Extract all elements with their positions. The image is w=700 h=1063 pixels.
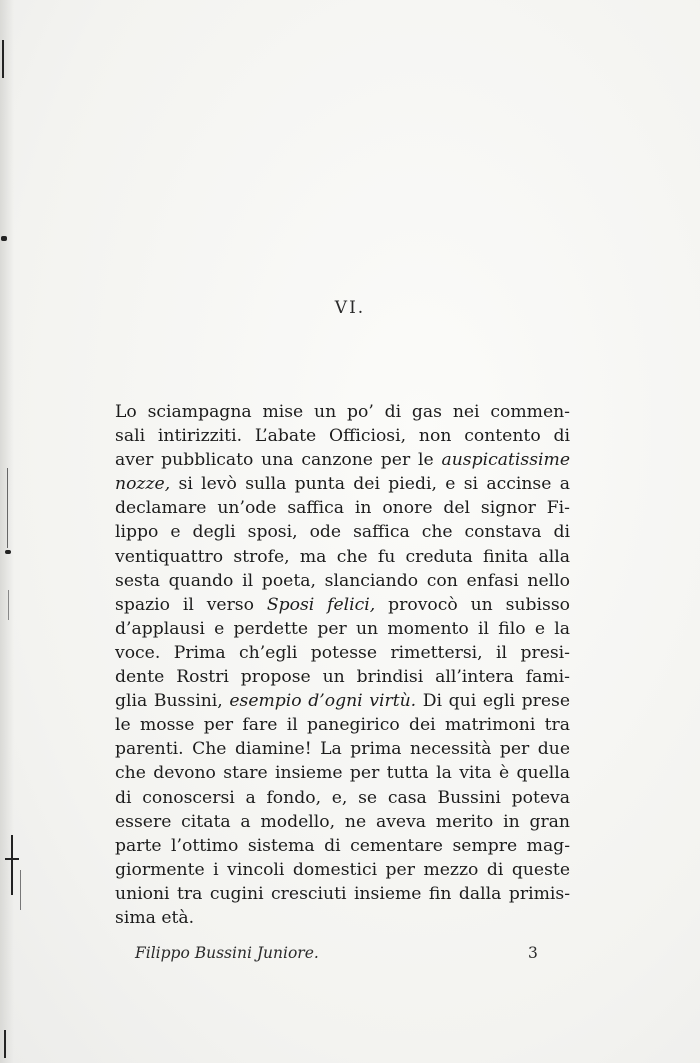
scan-mark bbox=[5, 550, 11, 554]
footer-book-title: Filippo Bussini Juniore. bbox=[135, 944, 319, 962]
text-line bbox=[115, 569, 570, 593]
text-segment: Di qui egli prese bbox=[416, 691, 570, 712]
text-segment: le mosse per fare il panegirico dei matrimoni tra bbox=[115, 715, 570, 736]
text-segment: glia Bussini, bbox=[115, 691, 230, 712]
text-segment: giormente i vincoli domestici per mezzo di queste bbox=[115, 859, 570, 880]
italic-text: auspicatissime bbox=[441, 450, 570, 471]
text-segment: lippo e degli sposi, ode saffica che constava di bbox=[115, 522, 570, 543]
text-segment: d’applausi e perdette per un momento il filo e la bbox=[115, 618, 570, 639]
scan-mark bbox=[4, 1030, 6, 1058]
text-segment: sesta quando il poeta, slanciando con enfasi nello bbox=[115, 570, 570, 591]
chapter-heading: VI. bbox=[334, 298, 366, 318]
text-line bbox=[115, 834, 570, 858]
text-line bbox=[115, 786, 570, 810]
text-segment: declamare un’ode saffica in onore del signor Fi- bbox=[115, 498, 570, 519]
text-line bbox=[115, 545, 570, 569]
text-line bbox=[115, 665, 570, 689]
scan-mark bbox=[20, 870, 21, 910]
scan-mark bbox=[8, 590, 9, 620]
text-segment: dente Rostri propose un brindisi all’intera fami- bbox=[115, 667, 570, 688]
text-segment: sali intirizziti. L’abate Officiosi, non contento di bbox=[115, 426, 570, 447]
text-line bbox=[115, 617, 570, 641]
scan-mark bbox=[2, 40, 4, 78]
text-line bbox=[115, 424, 570, 448]
text-segment: aver pubblicato una canzone per le bbox=[115, 450, 442, 471]
text-segment: parenti. Che diamine! La prima necessità per due bbox=[115, 739, 570, 760]
scan-mark bbox=[1, 236, 7, 241]
text-segment: che devono stare insieme per tutta la vita è quella bbox=[115, 763, 570, 784]
footer-signature-mark: 3 bbox=[528, 944, 538, 962]
text-line bbox=[115, 689, 570, 713]
text-line bbox=[115, 858, 570, 882]
text-line bbox=[115, 593, 570, 617]
text-line bbox=[115, 641, 570, 665]
text-line bbox=[115, 810, 570, 834]
italic-text: esempio d’ogni virtù. bbox=[229, 691, 417, 712]
text-line bbox=[115, 713, 570, 737]
text-line bbox=[115, 761, 570, 785]
text-segment: sima età. bbox=[115, 907, 195, 928]
text-segment: ventiquattro strofe, ma che fu creduta finita alla bbox=[115, 546, 570, 567]
scan-mark bbox=[5, 858, 19, 860]
text-segment: Lo sciampagna mise un po’ di gas nei commen- bbox=[115, 402, 570, 422]
text-segment: di conoscersi a fondo, e, se casa Bussini poteva bbox=[115, 787, 570, 808]
text-segment: essere citata a modello, ne aveva merito in gran bbox=[115, 811, 570, 832]
text-line bbox=[115, 520, 570, 544]
text-line bbox=[115, 906, 570, 930]
italic-text: nozze, bbox=[115, 474, 171, 495]
text-line bbox=[115, 472, 570, 496]
body-paragraph bbox=[115, 400, 570, 930]
text-segment: voce. Prima ch’egli potesse rimettersi, il presi- bbox=[115, 642, 570, 663]
text-line bbox=[115, 737, 570, 761]
italic-text: Sposi felici, bbox=[266, 594, 376, 615]
text-line bbox=[115, 496, 570, 520]
text-segment: spazio il verso bbox=[115, 594, 267, 615]
text-segment: parte l’ottimo sistema di cementare sempre mag- bbox=[115, 835, 570, 856]
text-segment: si levò sulla punta dei piedi, e si accinse a bbox=[170, 474, 570, 495]
text-segment: unioni tra cugini cresciuti insieme fin dalla primis- bbox=[115, 883, 570, 904]
scan-mark bbox=[7, 468, 8, 548]
text-segment: provocò un subisso bbox=[375, 594, 570, 615]
text-line bbox=[115, 400, 570, 424]
scan-mark bbox=[11, 835, 13, 895]
text-line bbox=[115, 882, 570, 906]
text-line bbox=[115, 448, 570, 472]
